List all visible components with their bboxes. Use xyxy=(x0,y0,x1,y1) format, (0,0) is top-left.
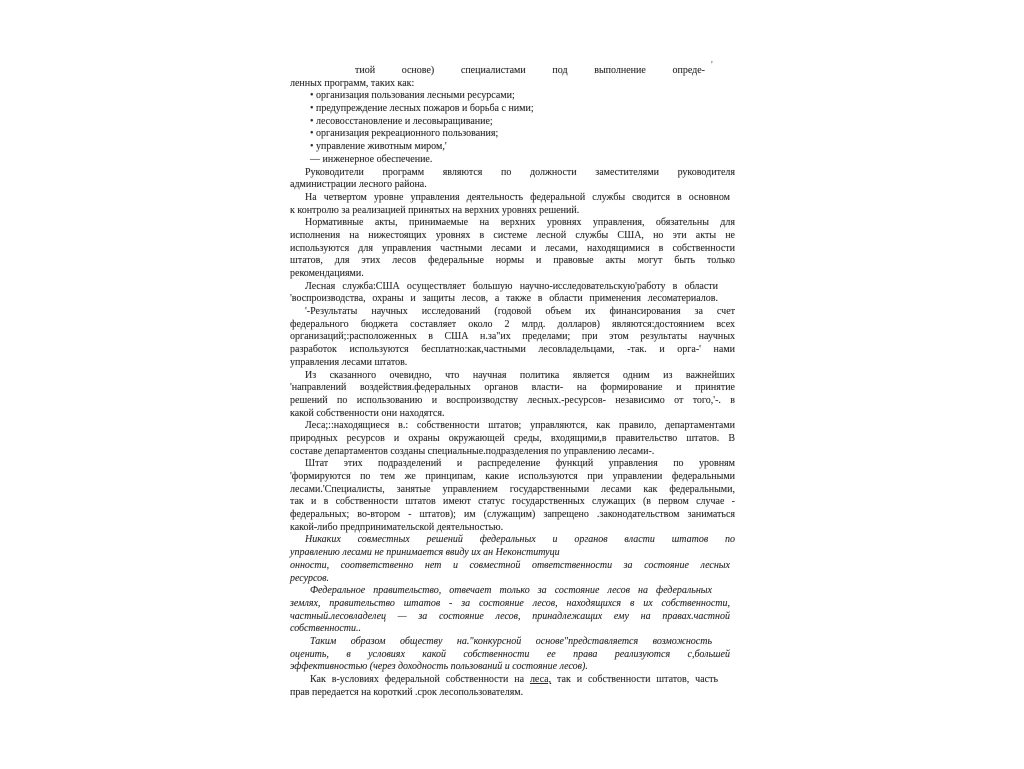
text-line: Лесная служба:США осуществляет большую научно-исследовательскую'работу в области xyxy=(305,280,718,292)
italic-text-line: Никаких совместных решений федеральных и органов власти штатов по xyxy=(305,534,735,546)
bullet-item: • управление животным миром,' xyxy=(310,141,447,153)
text-line: какой собственности они находятся. xyxy=(290,407,445,419)
text-line: используются для управления частными лесами и лесами, находящимися в собственности xyxy=(290,242,735,254)
text-line: природных ресурсов и охраны окружающей среды, входящими,в правительство штатов. В xyxy=(290,432,735,444)
text-line: организаций;:расположенных в США н.за"их пределами; при этом результаты научных xyxy=(290,331,735,343)
italic-text-line: онности, соответственно нет и совместной ответственности за состояние лесных xyxy=(290,559,730,571)
italic-text-line: Таким образом обществу на."конкурсной основе"представляется возможность xyxy=(310,635,712,647)
italic-text-line: оценить, в условиях какой собственности ее права реализуются с,большей xyxy=(290,648,730,660)
text-line: штатов, для этих лесов федеральные нормы и правовые акты могут быть только xyxy=(290,255,735,267)
text-line: 'воспроизводства, охраны и защиты лесов, а также в области применения лесоматериалов. xyxy=(290,293,718,305)
text-line: составе департаментов созданы специальные.подразделения по управлению лесами-. xyxy=(290,445,655,457)
text-line: какой-либо предпринимательской деятельностью. xyxy=(290,521,504,533)
text-line: рекомендациями. xyxy=(290,268,364,279)
bullet-item: • организация рекреационного пользования; xyxy=(310,128,499,140)
text-line xyxy=(290,674,735,687)
text-line: исполнения на нижестоящих уровнях в системе лесной службы США, но эти акты не xyxy=(290,229,735,241)
text-fragment: Как в-условиях федеральной собственности на xyxy=(310,674,530,685)
bullet-item: • предупреждение лесных пожаров и борьба с ними; xyxy=(310,103,534,115)
underlined-word: леса, xyxy=(529,674,552,685)
text-line: Руководители программ являются по должности заместителями руководителя xyxy=(305,166,735,178)
text-line: к контролю за реализацией принятых на верхних уровнях решений. xyxy=(290,204,580,216)
italic-text-line: управлению лесами не принимается ввиду их ан Неконституци xyxy=(290,547,560,559)
text-line: разработок используются бесплатно:как,частными лесовладельцами, -так. и орга-' нами xyxy=(290,344,735,356)
text-line: федерального бюджета составляет около 2 млрд. долларов) являются:достоянием всех xyxy=(290,318,735,330)
text-line: На четвертом уровне управления деятельность федеральной службы сводится в основном xyxy=(305,191,730,203)
bullet-item: • организация пользования лесными ресурсами; xyxy=(310,90,515,102)
bullet-item: • лесовосстановление и лесовыращивание; xyxy=(310,115,493,127)
italic-text-line: Федеральное правительство, отвечает только за состояние лесов на федеральных xyxy=(310,585,712,597)
text-fragment: так и собственности штатов, часть xyxy=(551,674,718,685)
text-line: тиой основе) специалистами под выполнение опреде- xyxy=(355,65,705,76)
document-page xyxy=(290,65,735,699)
bullet-item: — инженерное обеспечение. xyxy=(310,153,433,165)
text-line: Штат этих подразделений и распределение функций управления по уровням xyxy=(305,458,735,470)
text-line: 'направлений воздействия.федеральных органов власти- на формирование и принятие xyxy=(290,382,735,394)
text-line: решений по использованию и воспроизводству лесных.-ресурсов- независимо от того,'-. в xyxy=(290,394,735,406)
text-line: так и в собственности штатов имеют статус государственных служащих (в первом случае - xyxy=(290,496,735,508)
text-line: Из сказанного очевидно, что научная политика является одним из важнейших xyxy=(305,369,735,381)
text-line: '-Результаты научных исследований (годовой объем их финансирования за счет xyxy=(305,306,735,318)
text-line: федеральных; во-втором - штатов); им (служащим) запрещено .законодательством заниматься xyxy=(290,509,735,521)
italic-text-line: землях, правительство штатов - за состояние лесов, находящихся в их собственности, xyxy=(290,597,730,609)
italic-text-line: собственности.. xyxy=(290,623,361,635)
text-line: прав передается на короткий .срок лесопользователям. xyxy=(290,686,524,698)
text-line: управления лесами штатов. xyxy=(290,356,408,368)
text-line: Нормативные акты, принимаемые на верхних уровнях управления, обязательны для xyxy=(305,217,735,229)
text-line: администрации лесного района. xyxy=(290,179,427,191)
text-line: ленных программ, таких как: xyxy=(290,77,415,89)
italic-text-line: ресурсов. xyxy=(290,572,330,584)
text-line: лесами.'Специалисты, занятые управлением государственными лесами как федеральными, xyxy=(290,483,735,495)
italic-text-line: эффективностью (через доходность пользований и состояние лесов). xyxy=(290,661,588,673)
text-line: Леса;::находящиеся в.: собственности штатов; управляются, как правило, департаментами xyxy=(305,420,735,432)
stray-mark: ' xyxy=(711,60,713,71)
italic-text-line: частный.лесовладелец — за состояние лесов, принадлежащих ему на правах.частной xyxy=(290,610,730,622)
text-line: 'формируются по тем же принципам, какие используются при управлении федеральными xyxy=(290,471,735,482)
